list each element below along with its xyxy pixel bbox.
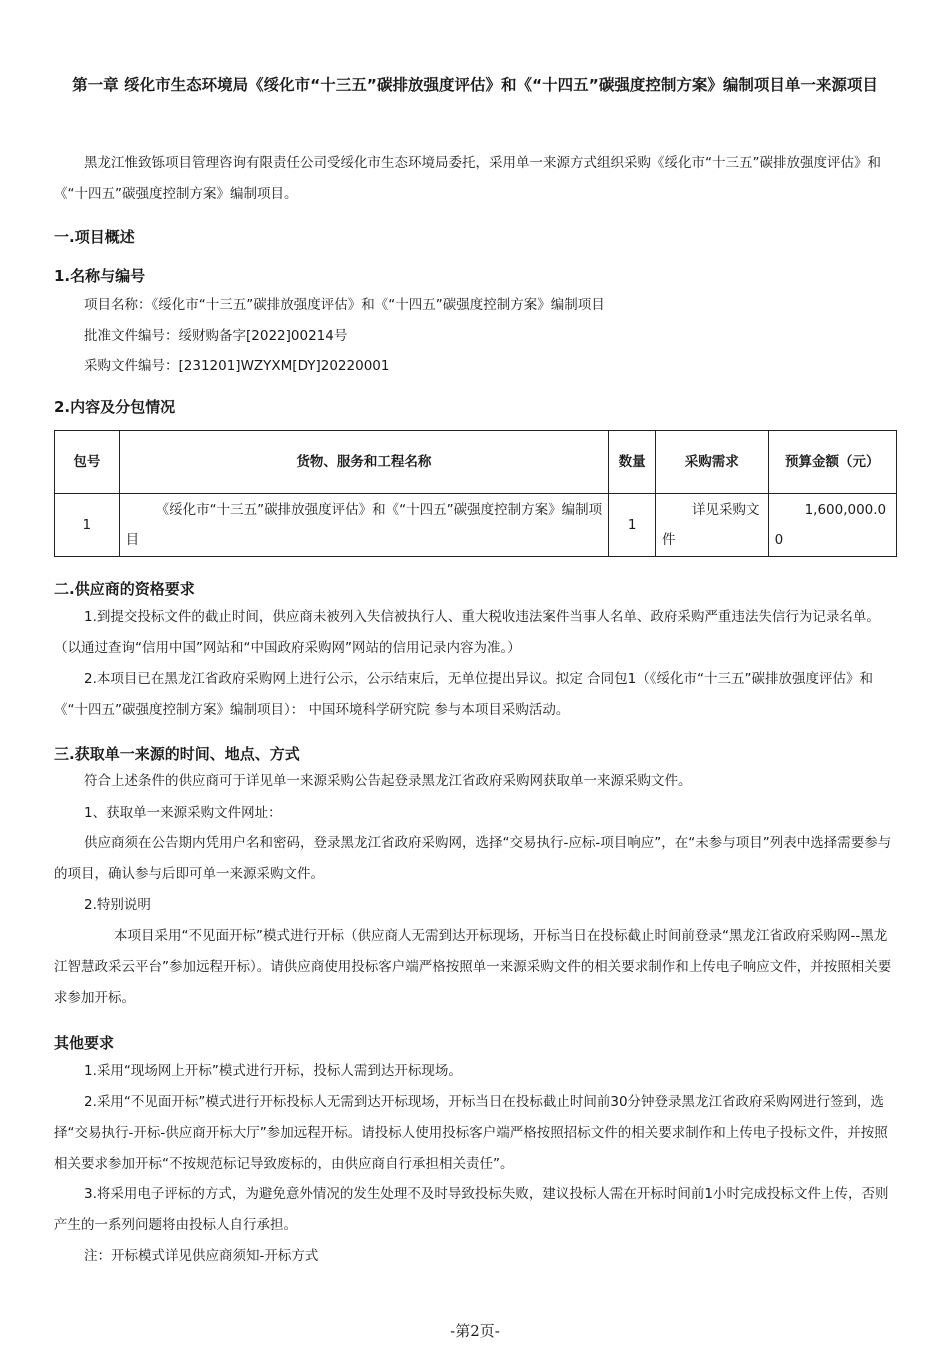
table-header-row — [55, 431, 897, 494]
header-budget: 预算金额（元） — [768, 431, 896, 494]
section3-paragraph-1: 符合上述条件的供应商可于详见单一来源采购公告起登录黑龙江省政府采购网获取单一来源采购文件。 — [84, 773, 692, 789]
section1-heading: 一.项目概述 — [54, 228, 135, 246]
section4-note: 注：开标模式详见供应商须知-开标方式 — [84, 1248, 319, 1264]
cell-item-name: 《绥化市“十三五”碳排放强度评估》和《“十四五”碳强度控制方案》编制项目 — [119, 494, 609, 557]
section3-paragraph-5: 本项目采用“不见面开标”模式进行开标（供应商人无需到达开标现场，开标当日在投标截止时间前登录“黑龙江省政府采购网--黑龙江智慧政采云平台”参加远程开标）。请供应商使用投标客户端严格按照单一来源采购文件的相关要求制作和上传电子响应文件，并按照相关要求参加开标。 — [54, 928, 892, 1006]
section2-heading: 二.供应商的资格要求 — [54, 580, 195, 598]
section2-item-1: 1.到提交投标文件的截止时间，供应商未被列入失信被执行人、重大税收违法案件当事人名单、政府采购严重违法失信行为记录名单。（以通过查询“信用中国”网站和“中国政府采购网”网站的信用记录内容为准。） — [54, 609, 880, 656]
section3-paragraph-3: 供应商须在公告期内凭用户名和密码，登录黑龙江省政府采购网，选择“交易执行-应标-项目响应”，在“未参与项目”列表中选择需要参与的项目，确认参与后即可单一来源采购文件。 — [54, 835, 892, 882]
header-requirement: 采购需求 — [656, 431, 769, 494]
page-title: 第一章 绥化市生态环境局《绥化市“十三五”碳排放强度评估》和《“十四五”碳强度控制方案》编制项目单一来源项目 — [72, 76, 878, 94]
header-item-name: 货物、服务和工程名称 — [119, 431, 609, 494]
section1-sub2-heading: 2.内容及分包情况 — [54, 398, 176, 416]
project-name: 项目名称：《绥化市“十三五”碳排放强度评估》和《“十四五”碳强度控制方案》编制项目 — [84, 297, 605, 313]
procurement-number: 采购文件编号：[231201]WZYXM[DY]20220001 — [84, 358, 390, 374]
section3-heading: 三.获取单一来源的时间、地点、方式 — [54, 745, 300, 763]
intro-paragraph: 黑龙江惟致铄项目管理咨询有限责任公司受绥化市生态环境局委托，采用单一来源方式组织采购《绥化市“十三五”碳排放强度评估》和《“十四五”碳强度控制方案》编制项目。 — [54, 155, 881, 202]
header-package-no: 包号 — [55, 431, 120, 494]
approval-number: 批准文件编号：绥财购备字[2022]00214号 — [84, 328, 348, 344]
section4-item-1: 1.采用“现场网上开标”模式进行开标，投标人需到达开标现场。 — [84, 1063, 462, 1079]
section3-paragraph-4: 2.特别说明 — [84, 897, 151, 913]
cell-budget: 1,600,000.00 — [768, 494, 896, 557]
section4-item-2: 2.采用“不见面开标”模式进行开标投标人无需到达开标现场，开标当日在投标截止时间前30分钟登录黑龙江省政府采购网进行签到，选择“交易执行-开标-供应商开标大厅”参加远程开标。请投标人使用投标客户端严格按照招标文件的相关要求制作和上传电子投标文件，并按照相关要求参加开标“不按规范标记导致废标的，由供应商自行承担相关责任”。 — [54, 1094, 888, 1172]
table-row — [55, 494, 897, 557]
cell-requirement: 详见采购文件 — [656, 494, 769, 557]
package-table — [54, 430, 897, 557]
cell-quantity: 1 — [609, 494, 656, 557]
section4-heading: 其他要求 — [54, 1034, 115, 1052]
section2-item-2: 2.本项目已在黑龙江省政府采购网上进行公示，公示结束后，无单位提出异议。拟定 合同包1（《绥化市“十三五”碳排放强度评估》和《“十四五”碳强度控制方案》编制项目）： 中国环境科学研究院 参与本项目采购活动。 — [54, 671, 873, 718]
section1-sub1-heading: 1.名称与编号 — [54, 267, 146, 285]
page-number: -第2页- — [450, 1322, 500, 1340]
cell-package-no: 1 — [55, 494, 120, 557]
header-quantity: 数量 — [609, 431, 656, 494]
section4-item-3: 3.将采用电子评标的方式，为避免意外情况的发生处理不及时导致投标失败，建议投标人需在开标时间前1小时完成投标文件上传，否则产生的一系列问题将由投标人自行承担。 — [54, 1186, 889, 1233]
section3-paragraph-2: 1、获取单一来源采购文件网址： — [84, 805, 282, 821]
